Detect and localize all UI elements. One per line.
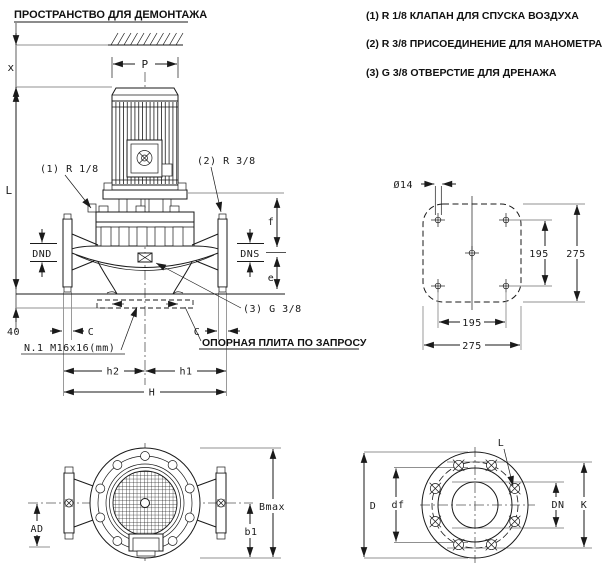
e-dim-label: e — [267, 273, 275, 284]
motor — [103, 88, 187, 199]
bmax-dim-label: Bmax — [258, 502, 286, 513]
dns-label: DNS — [240, 249, 260, 260]
dns-dimension — [237, 229, 286, 277]
vent-callout-label: (1) R 1/8 — [40, 164, 99, 175]
hole-diameter-dimension — [393, 179, 456, 215]
h1-dim-label: h1 — [179, 366, 193, 378]
fan-cover — [112, 88, 178, 101]
ad-dimension — [26, 504, 50, 547]
motor-bolt-left — [104, 183, 112, 190]
flange-D-label: D — [369, 501, 377, 512]
anchor-leader — [121, 307, 137, 350]
plate-callout-label: ОПОРНАЯ ПЛИТА ПО ЗАПРОСУ — [202, 337, 367, 349]
L-dim-label: L — [5, 184, 13, 197]
callouts — [21, 156, 367, 354]
dnd-dimension — [30, 229, 57, 277]
x-dim-label: x — [7, 61, 15, 74]
forty-dim-label: 40 — [7, 327, 21, 338]
motor-bolt-right — [178, 183, 186, 190]
gauge-callout-label: (2) R 3/8 — [197, 156, 256, 167]
flange-face-view — [364, 438, 592, 563]
h195-label: 195 — [462, 318, 482, 329]
flange-L-label: L — [497, 438, 505, 449]
flange-dimensions — [364, 438, 592, 557]
note-drain: (3) G 3/8 ОТВЕРСТИЕ ДЛЯ ДРЕНАЖА — [366, 67, 557, 79]
b1-dim-label: b1 — [244, 527, 258, 538]
delivery-flange — [63, 219, 72, 287]
c-left-label: C — [87, 327, 95, 338]
notes-block — [366, 10, 603, 79]
pump-top-plate — [96, 212, 194, 222]
lantern — [88, 199, 194, 246]
vent-leader — [65, 175, 91, 208]
flange-K-label: K — [580, 500, 588, 511]
c-right-label: C — [193, 327, 201, 338]
p-dim-label: P — [141, 58, 149, 71]
foot-left — [98, 262, 117, 294]
foot-right — [173, 262, 192, 294]
v195-label: 195 — [529, 249, 549, 260]
fan-hub — [141, 499, 150, 508]
hole-dia-label: Ø14 — [393, 180, 413, 191]
drain-leader — [156, 263, 241, 308]
flange-df-label: df — [391, 500, 405, 511]
elevation-view — [5, 9, 366, 399]
flange-L-leader — [504, 449, 513, 486]
gauge-leader — [211, 167, 221, 212]
anchor-callout-label: N.1 M16x16(mm) — [24, 343, 116, 354]
h2-dim-label: h2 — [106, 366, 120, 378]
note-vent: (1) R 1/8 КЛАПАН ДЛЯ СПУСКА ВОЗДУХА — [366, 10, 579, 22]
flange-DN-label: DN — [551, 500, 565, 511]
f-dim-label: f — [267, 217, 275, 228]
dismantling-space-title: ПРОСТРАНСТВО ДЛЯ ДЕМОНТАЖА — [14, 9, 208, 21]
pump-top-view — [26, 443, 292, 563]
motor-flange — [103, 190, 187, 199]
H-dim-label: H — [148, 387, 156, 399]
cable-entry — [162, 164, 172, 176]
motor-bottom-rim — [110, 185, 180, 190]
note-gauge: (2) R 3/8 ПРИСОЕДИНЕНИЕ ДЛЯ МАНОМЕТРА — [366, 38, 603, 50]
ceiling-hatch — [111, 33, 183, 45]
ad-dim-label: AD — [30, 524, 44, 535]
drain-callout-label: (3) G 3/8 — [243, 304, 302, 315]
v275-label: 275 — [566, 249, 586, 260]
baseplate-plan-view — [393, 179, 589, 352]
dnd-label: DND — [32, 249, 52, 260]
suction-flange — [218, 219, 227, 287]
h275-label: 275 — [462, 341, 482, 352]
